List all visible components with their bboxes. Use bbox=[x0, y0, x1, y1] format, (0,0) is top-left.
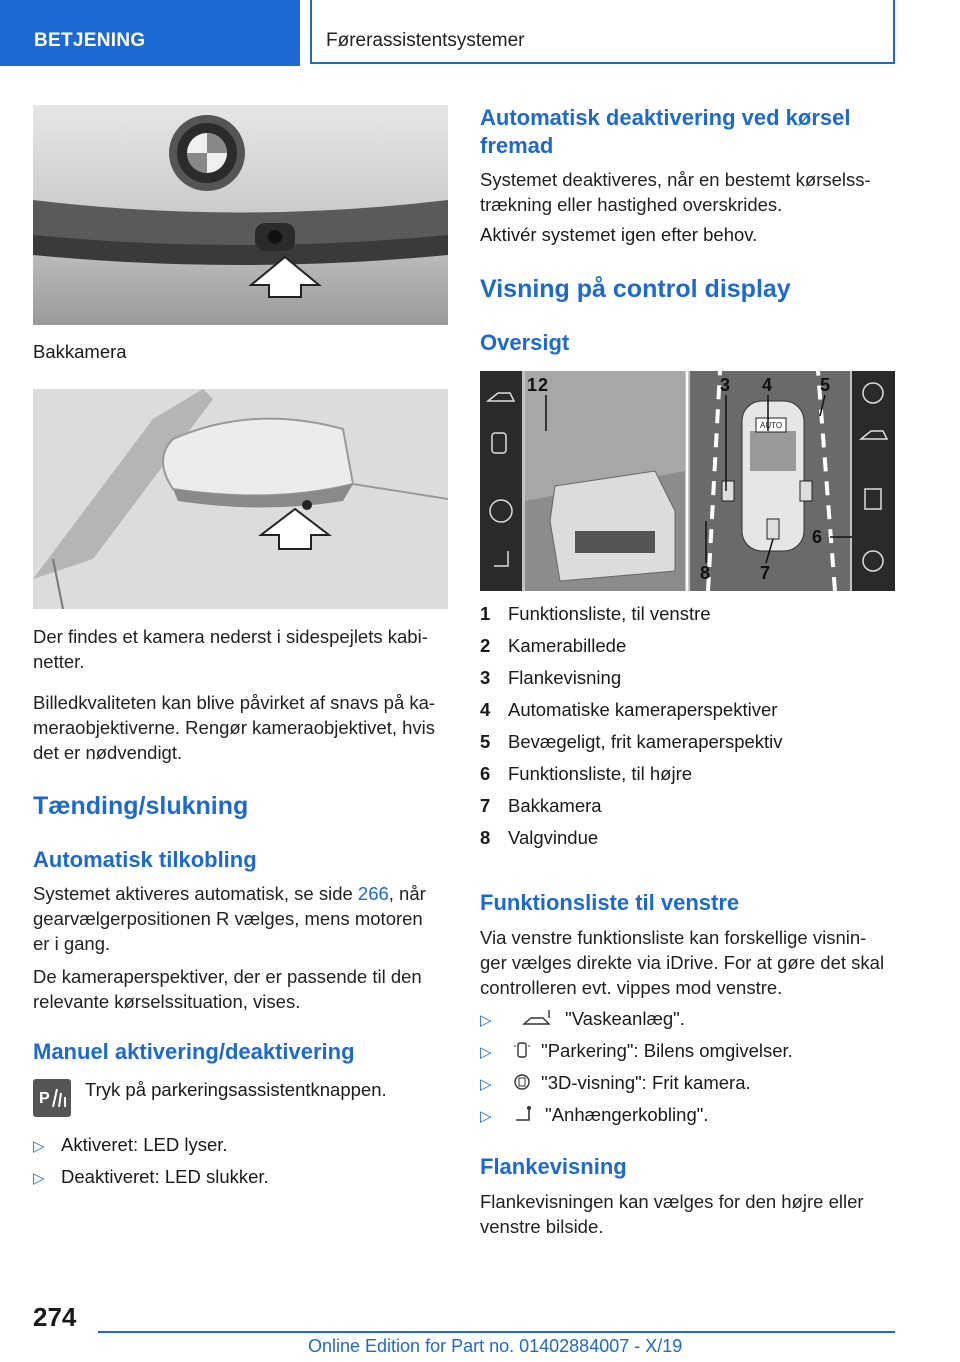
callout-3: 3 bbox=[720, 375, 731, 395]
quality-text-line: meraobjektiverne. Rengør kameraobjektivet, hvis bbox=[33, 717, 436, 738]
legend-item bbox=[480, 731, 783, 761]
auto-paragraph bbox=[33, 881, 453, 956]
heading-flank-view: Flankevisning bbox=[480, 1154, 627, 1179]
callout-6: 6 bbox=[812, 527, 823, 547]
flank-text-line: venstre bilside. bbox=[480, 1216, 604, 1237]
trailer-hitch-icon bbox=[513, 1104, 535, 1124]
heading-deactivation bbox=[480, 104, 895, 160]
chapter-tab[interactable] bbox=[310, 0, 895, 64]
quality-text-line: Billedkvaliteten kan blive påvirket af snavs på ka- bbox=[33, 692, 436, 713]
legend-text: Kamerabillede bbox=[508, 635, 627, 656]
callout-2: 2 bbox=[538, 375, 549, 395]
legend-item bbox=[480, 699, 777, 729]
legend-text: Flankevisning bbox=[508, 667, 622, 688]
funclist-text-line: Via venstre funktionsliste kan forskellige visnin- bbox=[480, 927, 867, 948]
func-item-3d bbox=[480, 1072, 751, 1094]
washer-icon bbox=[521, 1008, 555, 1028]
button-instruction: Tryk på parkeringsassistentknappen. bbox=[85, 1079, 387, 1100]
legend-list bbox=[480, 603, 895, 863]
legend-number: 5 bbox=[480, 731, 491, 752]
legend-text: Bakkamera bbox=[508, 795, 602, 816]
legend-number: 1 bbox=[480, 603, 491, 624]
legend-text: Funktionsliste, til venstre bbox=[508, 603, 711, 624]
legend-item bbox=[480, 667, 621, 697]
deact-text-line: Systemet deaktiveres, når en bestemt kørselss- bbox=[480, 169, 871, 190]
mirror-text-line: Der findes et kamera nederst i sidespejlets kabi- bbox=[33, 626, 428, 647]
legend-number: 2 bbox=[480, 635, 491, 656]
auto-text-part: Systemet aktiveres automatisk, se side bbox=[33, 883, 358, 904]
legend-number: 6 bbox=[480, 763, 491, 784]
heading-control-display: Visning på control display bbox=[480, 275, 791, 303]
legend-text: Funktionsliste, til højre bbox=[508, 763, 693, 784]
heading-manual: Manuel aktivering/deaktivering bbox=[33, 1039, 355, 1064]
caption-rear-camera: Bakkamera bbox=[33, 341, 127, 362]
bullet-triangle-icon: ▷ bbox=[480, 1076, 492, 1093]
heading-function-list-left: Funktionsliste til venstre bbox=[480, 890, 740, 915]
legend-text: Bevægeligt, frit kameraperspektiv bbox=[508, 731, 783, 752]
auto-text-line bbox=[33, 881, 453, 906]
heading-overview: Oversigt bbox=[480, 330, 570, 355]
svg-text:P: P bbox=[39, 1090, 50, 1107]
bullet-triangle-icon: ▷ bbox=[480, 1012, 492, 1029]
quality-text-line: det er nødvendigt. bbox=[33, 742, 183, 763]
mirror-text-line: netter. bbox=[33, 651, 85, 672]
func-item-text: "Vaskeanlæg". bbox=[565, 1008, 685, 1029]
edition-note: Online Edition for Part no. 01402884007 - X/19 bbox=[308, 1336, 683, 1356]
funclist-paragraph bbox=[480, 925, 900, 1000]
bullet-text: Deaktiveret: LED slukker. bbox=[61, 1166, 269, 1187]
legend-number: 8 bbox=[480, 827, 491, 848]
auto-text-line: er i gang. bbox=[33, 933, 111, 954]
3d-view-icon bbox=[513, 1072, 531, 1092]
callout-8: 8 bbox=[700, 563, 711, 583]
func-item-text: "Anhængerkobling". bbox=[545, 1104, 709, 1125]
callout-4: 4 bbox=[762, 375, 773, 395]
right-function-list bbox=[852, 371, 895, 591]
deact-text-line: trækning eller hastighed overskrides. bbox=[480, 194, 783, 215]
flank-paragraph bbox=[480, 1189, 900, 1239]
legend-item bbox=[480, 795, 602, 825]
heading-deactivation-line: Automatisk deaktivering ved kørsel bbox=[480, 105, 851, 130]
section-label: BETJENING bbox=[34, 30, 146, 51]
bullet-triangle-icon: ▷ bbox=[480, 1044, 492, 1061]
bullet-led-off bbox=[33, 1166, 269, 1188]
callout-5: 5 bbox=[820, 375, 831, 395]
legend-text: Valgvindue bbox=[508, 827, 599, 848]
flank-text-line: Flankevisningen kan vælges for den højre eller bbox=[480, 1191, 864, 1212]
legend-number: 3 bbox=[480, 667, 491, 688]
bullet-led-on bbox=[33, 1134, 228, 1156]
auto-text-line: gearvælgerpositionen R vælges, mens motoren bbox=[33, 908, 423, 929]
legend-item bbox=[480, 603, 711, 633]
legend-item bbox=[480, 635, 626, 665]
heading-on-off: Tænding/slukning bbox=[33, 792, 249, 820]
func-item-parking bbox=[480, 1040, 793, 1062]
func-item-trailer bbox=[480, 1104, 708, 1126]
section-tab[interactable] bbox=[0, 0, 300, 66]
rear-camera-photo bbox=[33, 105, 448, 325]
callout-7: 7 bbox=[760, 563, 771, 583]
func-item-washer bbox=[480, 1008, 685, 1030]
func-item-text: "3D-visning": Frit kamera. bbox=[541, 1072, 751, 1093]
mirror-camera-photo bbox=[33, 389, 448, 609]
left-function-list bbox=[480, 371, 522, 591]
auto-text-part: , når bbox=[388, 883, 426, 904]
legend-number: 7 bbox=[480, 795, 491, 816]
perspective-paragraph bbox=[33, 964, 453, 1014]
heading-deactivation-line: fremad bbox=[480, 133, 554, 158]
page-header bbox=[0, 0, 960, 66]
funclist-text-line: ger vælges direkte via iDrive. For at gøre det skal bbox=[480, 952, 885, 973]
legend-item bbox=[480, 827, 598, 857]
deact-paragraph bbox=[480, 167, 895, 217]
legend-item bbox=[480, 763, 692, 793]
perspective-text-line: relevante kørselssituation, vises. bbox=[33, 991, 301, 1012]
bullet-triangle-icon: ▷ bbox=[33, 1138, 45, 1155]
footer-rule bbox=[98, 1331, 895, 1333]
page-link-266[interactable]: 266 bbox=[357, 883, 389, 904]
quality-paragraph bbox=[33, 690, 448, 765]
page-number: 274 bbox=[33, 1302, 77, 1332]
control-display-screenshot bbox=[480, 371, 895, 591]
auto-badge: AUTO bbox=[760, 421, 783, 430]
func-item-text: "Parkering": Bilens omgivelser. bbox=[541, 1040, 793, 1061]
bullet-triangle-icon: ▷ bbox=[480, 1108, 492, 1125]
bullet-text: Aktiveret: LED lyser. bbox=[61, 1134, 228, 1155]
mirror-paragraph bbox=[33, 624, 448, 674]
reactivate-text: Aktivér systemet igen efter behov. bbox=[480, 224, 758, 245]
perspective-text-line: De kameraperspektiver, der er passende til den bbox=[33, 966, 422, 987]
parking-assist-button-icon bbox=[33, 1079, 71, 1117]
heading-auto-activation: Automatisk tilkobling bbox=[33, 847, 257, 872]
parking-view-icon bbox=[513, 1040, 531, 1060]
funclist-text-line: controlleren evt. vippes mod venstre. bbox=[480, 977, 783, 998]
legend-number: 4 bbox=[480, 699, 491, 720]
callout-1: 1 bbox=[527, 375, 538, 395]
chapter-label: Førerassistentsystemer bbox=[326, 30, 525, 51]
bullet-triangle-icon: ▷ bbox=[33, 1170, 45, 1187]
legend-text: Automatiske kameraperspektiver bbox=[508, 699, 778, 720]
